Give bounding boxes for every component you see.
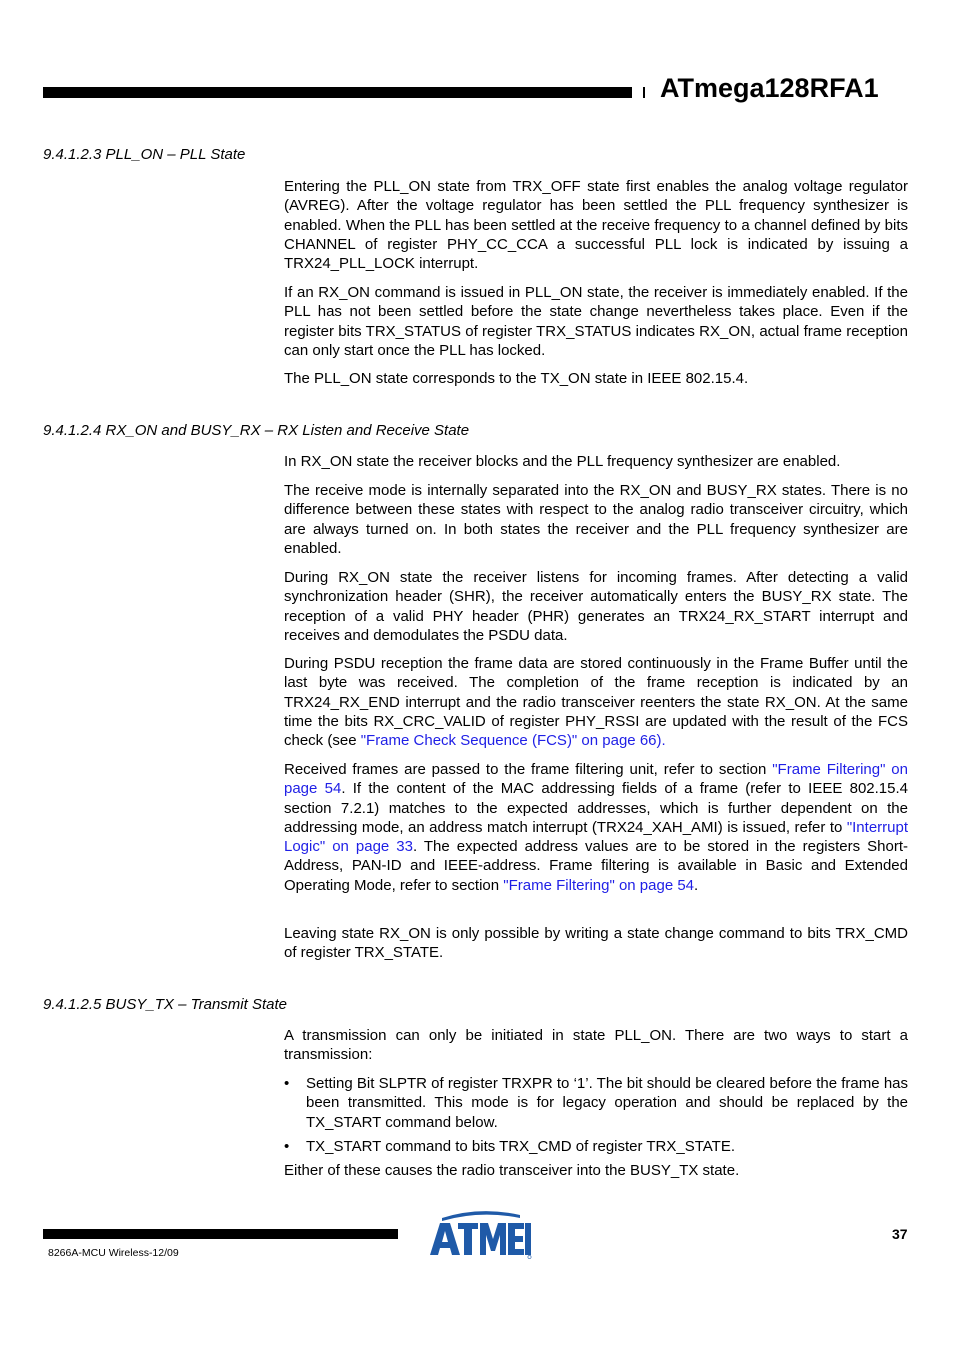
list-item — [284, 1074, 908, 1132]
link-fcs[interactable]: "Frame Check Sequence (FCS)" on page 66). — [360, 732, 666, 750]
paragraph-text: . — [694, 876, 699, 894]
list-item-text: Setting Bit SLPTR of register TRXPR to ‘1’. The bit should be cleared before the frame has been transmitted. This mode is for legacy operation and should be replaced by the TX_START command below. — [306, 1075, 908, 1131]
section-heading-busy-tx: 9.4.1.2.5 BUSY_TX – Transmit State — [43, 996, 287, 1013]
bullet-icon: • — [284, 1075, 290, 1092]
link-frame-filtering[interactable]: "Frame Filtering" on page 54 — [284, 761, 908, 798]
list-item-text: TX_START command to bits TRX_CMD of register TRX_STATE. — [306, 1138, 736, 1155]
paragraph-text: . The expected address values are to be stored in the registers Short-Address, PAN-ID and IEEE-address. Frame filtering is available in Basic and Extended Operating Mode, refer to section — [284, 838, 908, 894]
footer-doc-id: 8266A-MCU Wireless-12/09 — [48, 1247, 179, 1259]
paragraph-text: Received frames are passed to the frame filtering unit, refer to section — [284, 761, 773, 778]
page-number: 37 — [892, 1226, 908, 1242]
link-frame-filtering-2[interactable]: "Frame Filtering" on page 54 — [503, 876, 695, 894]
paragraph-psdu-reception — [284, 654, 908, 750]
paragraph: Either of these causes the radio transceiver into the BUSY_TX state. — [284, 1162, 740, 1179]
section-heading-pll-on: 9.4.1.2.3 PLL_ON – PLL State — [43, 146, 246, 163]
paragraph: A transmission can only be initiated in state PLL_ON. There are two ways to start a transmission: — [284, 1027, 908, 1064]
paragraph-text: . If the content of the MAC addressing fields of a frame (refer to IEEE 802.15.4 section 7.2.1) matches to the expected addresses, which is further dependent on the addressing mode, an address match interrupt (TRX24_XAH_AMI) is issued, refer to — [284, 780, 908, 836]
paragraph-frame-filtering — [284, 760, 908, 895]
paragraph: In RX_ON state the receiver blocks and the PLL frequency synthesizer are enabled. — [284, 453, 841, 470]
list-item — [284, 1137, 908, 1156]
paragraph: The receive mode is internally separated into the RX_ON and BUSY_RX states. There is no difference between these states with respect to the analog radio transceiver circuitry, which are always turned on. In both states the receiver and the PLL frequency synthesizer are enabled. — [284, 482, 908, 557]
header-rule-tick — [643, 87, 645, 98]
atmel-logo — [428, 1209, 534, 1259]
paragraph: If an RX_ON command is issued in PLL_ON state, the receiver is immediately enabled. If the PLL has not been settled before the state change nevertheless takes place. Even if the register bits TRX_STATUS of register TRX_STATUS indicates RX_ON, actual frame reception can only start once the PLL has locked. — [284, 284, 908, 359]
footer-rule — [43, 1229, 398, 1239]
paragraph: Leaving state RX_ON is only possible by writing a state change command to bits TRX_CMD of register TRX_STATE. — [284, 925, 908, 962]
page-title: ATmega128RFA1 — [660, 73, 879, 103]
paragraph: During RX_ON state the receiver listens for incoming frames. After detecting a valid synchronization header (SHR), the receiver automatically enters the BUSY_RX state. The reception of a valid PHY header (PHR) generates an TRX24_RX_START interrupt and receives and demodulates the PSDU data. — [284, 569, 908, 644]
section-heading-rx-on: 9.4.1.2.4 RX_ON and BUSY_RX – RX Listen and Receive State — [43, 422, 470, 439]
header-rule — [43, 87, 632, 98]
paragraph: The PLL_ON state corresponds to the TX_ON state in IEEE 802.15.4. — [284, 370, 749, 387]
link-interrupt-logic[interactable]: "Interrupt Logic" on page 33 — [284, 818, 908, 856]
paragraph: Entering the PLL_ON state from TRX_OFF state first enables the analog voltage regulator (AVREG). After the voltage regulator has been settled the PLL frequency synthesizer is enabled. When the PLL has been settled at the receive frequency to a channel defined by bits CHANNEL of register PHY_CC_CCA a successful PLL lock is indicated by issuing a TRX24_PLL_LOCK interrupt. — [284, 178, 908, 273]
bullet-icon: • — [284, 1138, 290, 1155]
paragraph-text: During PSDU reception the frame data are stored continuously in the Frame Buffer until the last byte was received. The completion of the frame reception is indicated by an TRX24_RX_END interrupt and the radio transceiver reenters the state RX_ON. At the same time the bits RX_CRC_VALID of register PHY_RSSI are updated with the result of the FCS check (see — [284, 655, 908, 750]
